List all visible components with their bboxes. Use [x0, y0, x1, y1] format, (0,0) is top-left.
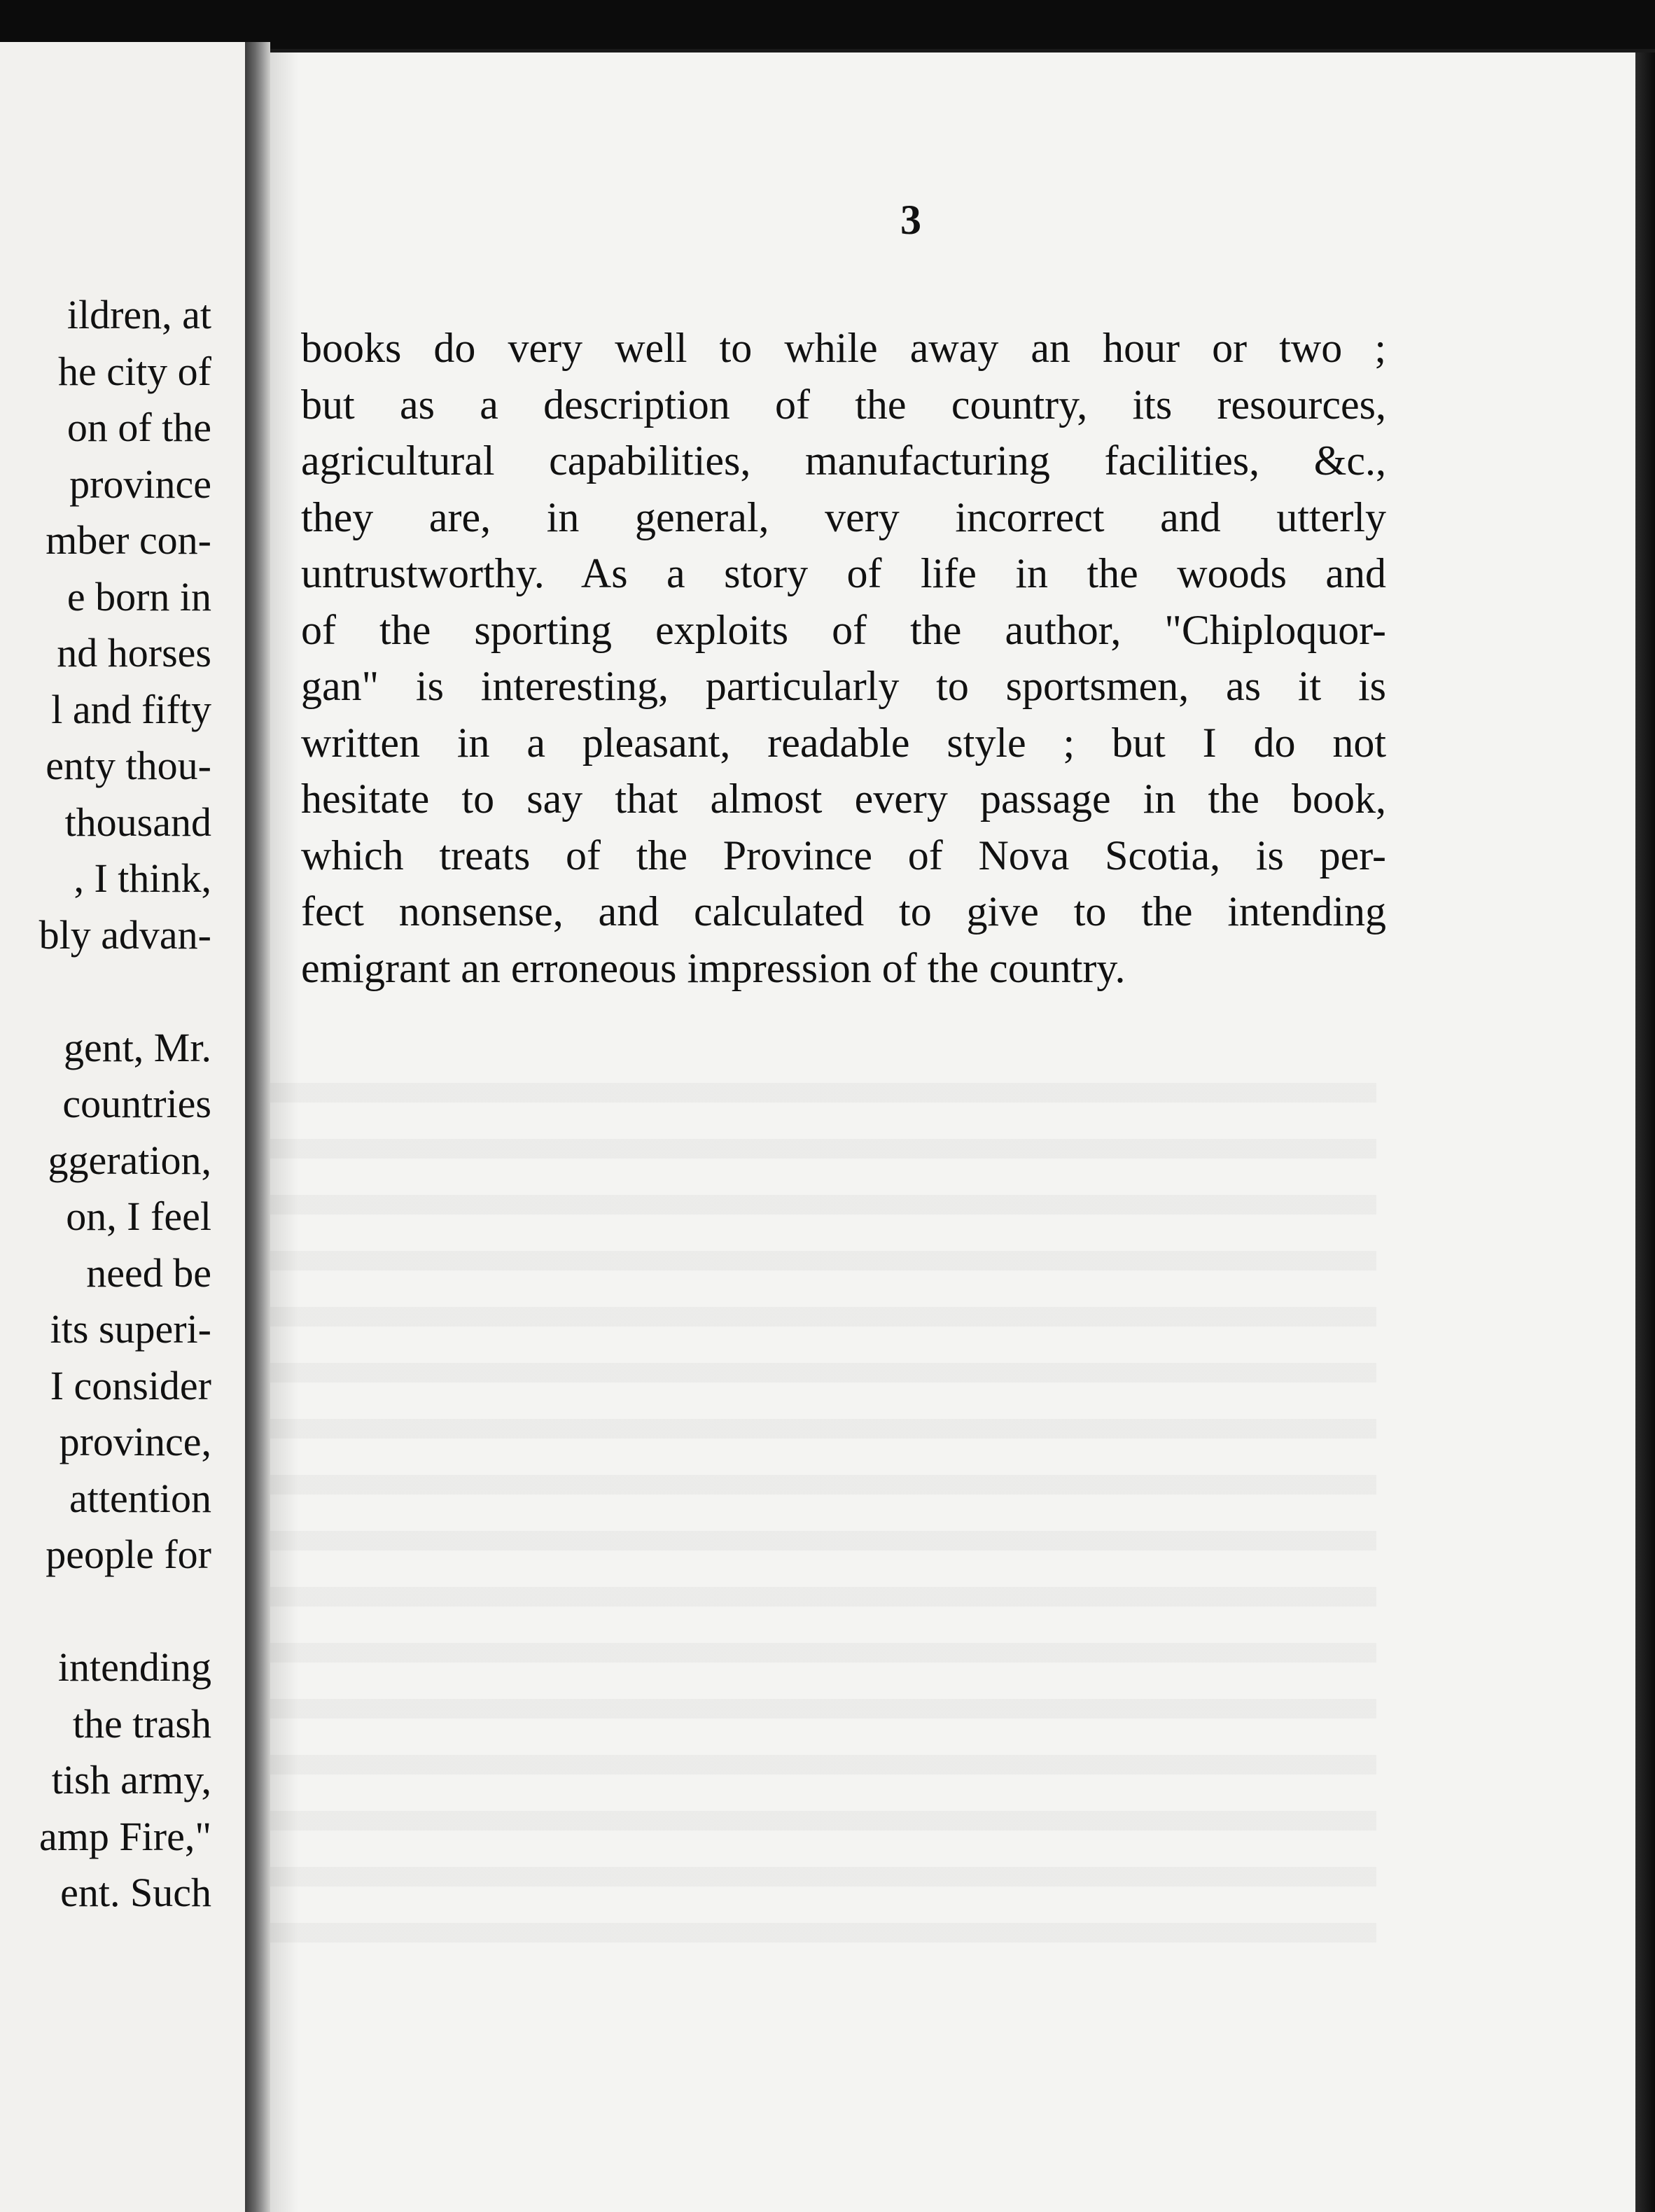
left-line: countries [62, 1081, 211, 1126]
body-paragraph [301, 320, 1386, 996]
left-line: on of the [67, 405, 211, 450]
left-line: , I think, [74, 855, 211, 901]
text-line: written in a pleasant, readable style ; but I do not [301, 719, 1386, 766]
left-line: on, I feel [66, 1194, 211, 1239]
left-line: province, [59, 1419, 211, 1464]
left-line: ildren, at [67, 292, 211, 337]
left-line: mber con- [46, 517, 211, 563]
left-line: the trash [72, 1700, 211, 1746]
left-line: I consider [50, 1362, 211, 1408]
left-line: ent. Such [60, 1870, 211, 1915]
left-line: its superi- [50, 1306, 211, 1352]
left-line: nd horses [57, 630, 211, 676]
book-gutter [245, 42, 270, 2212]
left-line: he city of [57, 348, 211, 394]
left-line: enty thou- [46, 743, 211, 788]
left-page [0, 42, 245, 2212]
left-page-text-column [39, 287, 211, 1921]
left-line: province [69, 461, 211, 507]
text-line: which treats of the Province of Nova Scotia, is per- [301, 832, 1386, 878]
left-line: tish army, [51, 1757, 211, 1802]
text-line: agricultural capabilities, manufacturing facilities, &c., [301, 438, 1386, 484]
text-line: gan" is interesting, particularly to sportsmen, as it is [301, 663, 1386, 709]
text-line: untrustworthy. As a story of life in the woods and [301, 550, 1386, 596]
right-page [270, 52, 1635, 2212]
scan-right-border [1635, 52, 1655, 2212]
text-line: but as a description of the country, its resources, [301, 381, 1386, 428]
left-line: l and fifty [51, 686, 211, 732]
text-line: fect nonsense, and calculated to give to the intending [301, 888, 1386, 934]
left-line: people for [46, 1532, 211, 1577]
left-line: e born in [67, 573, 211, 620]
text-line: they are, in general, very incorrect and utterly [301, 493, 1386, 540]
left-line: attention [69, 1475, 211, 1521]
left-line: amp Fire," [39, 1813, 211, 1859]
text-line: hesitate to say that almost every passage in the book, [301, 776, 1386, 822]
page-number: 3 [900, 197, 921, 243]
left-line: intending [57, 1644, 211, 1690]
text-line: books do very well to while away an hour or two ; [301, 325, 1386, 371]
left-line: bly advan- [39, 911, 211, 958]
left-line: gent, Mr. [63, 1024, 211, 1070]
left-line: thousand [64, 799, 211, 845]
left-line: need be [86, 1250, 211, 1296]
left-line: ggeration, [48, 1137, 211, 1183]
text-line: emigrant an erroneous impression of the country. [301, 944, 1126, 991]
text-line: of the sporting exploits of the author, "Chiploquor- [301, 606, 1386, 653]
show-through-text [270, 1046, 1376, 1956]
